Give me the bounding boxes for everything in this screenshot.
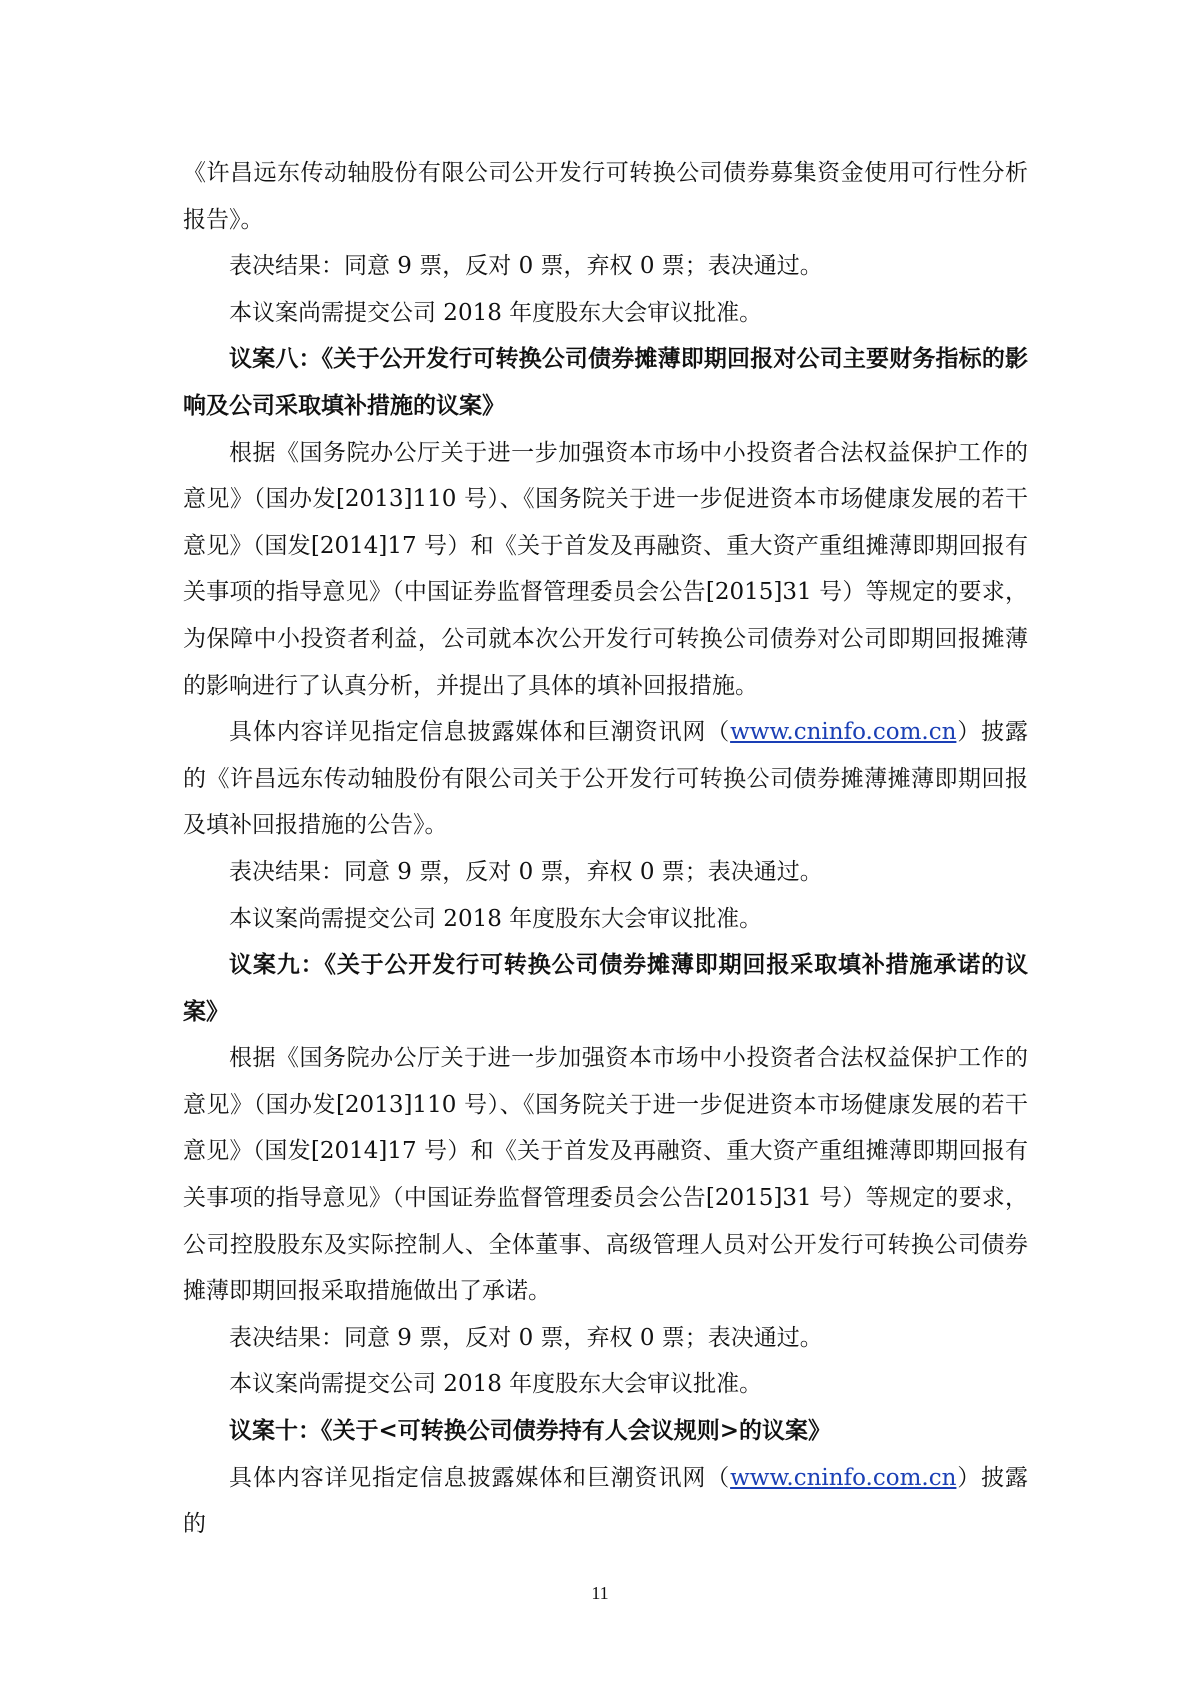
motion-8-heading: 议案八：《关于公开发行可转换公司债券摊薄即期回报对公司主要财务指标的影响及公司采取填补措施的议案》 — [183, 345, 1028, 419]
approval-note: 本议案尚需提交公司 2018 年度股东大会审议批准。 — [229, 905, 763, 932]
motion-10-disclosure — [183, 1455, 1028, 1548]
motion-8-disclosure — [183, 709, 1028, 849]
vote-result: 表决结果：同意 9 票，反对 0 票，弃权 0 票；表决通过。 — [229, 1324, 823, 1351]
disclosure-text-before-link: 具体内容详见指定信息披露媒体和巨潮资讯网（ — [229, 1464, 731, 1491]
motion-9-body: 根据《国务院办公厅关于进一步加强资本市场中小投资者合法权益保护工作的意见》（国办发[2013]110 号）、《国务院关于进一步促进资本市场健康发展的若干意见》（国发[2014]17 号）和《关于首发及再融资、重大资产重组摊薄即期回报有关事项的指导意见》（中国证券监督管理委员会公告[2015]31 号）等规定的要求，公司控股股东及实际控制人、全体董事、高级管理人员对公开发行可转换公司债券摊薄即期回报采取措施做出了承诺。 — [183, 1045, 1028, 1305]
page-number: 11 — [591, 1583, 609, 1603]
cninfo-link[interactable]: www.cninfo.com.cn — [730, 719, 957, 746]
disclosure-text-after-link: ）披露的《许昌远东传动轴股份有限公司关于公开发行可转换公司债券摊薄摊薄即期回报及填补回报措施的公告》。 — [183, 719, 1029, 839]
document-body — [183, 150, 1028, 1548]
vote-result: 表决结果：同意 9 票，反对 0 票，弃权 0 票；表决通过。 — [229, 858, 823, 885]
report-title-continuation: 《许昌远东传动轴股份有限公司公开发行可转换公司债券募集资金使用可行性分析报告》。 — [183, 160, 1028, 233]
approval-note: 本议案尚需提交公司 2018 年度股东大会审议批准。 — [229, 1371, 763, 1398]
disclosure-text-after-link: ）披露的 — [183, 1464, 1029, 1538]
motion-10-heading: 议案十：《关于<可转换公司债券持有人会议规则>的议案》 — [229, 1417, 832, 1445]
motion-8-body: 根据《国务院办公厅关于进一步加强资本市场中小投资者合法权益保护工作的意见》（国办发[2013]110 号）、《国务院关于进一步促进资本市场健康发展的若干意见》（国发[2014]17 号）和《关于首发及再融资、重大资产重组摊薄即期回报有关事项的指导意见》（中国证券监督管理委员会公告[2015]31 号）等规定的要求，为保障中小投资者利益，公司就本次公开发行可转换公司债券对公司即期回报摊薄的影响进行了认真分析，并提出了具体的填补回报措施。 — [183, 439, 1028, 699]
cninfo-link[interactable]: www.cninfo.com.cn — [730, 1464, 957, 1491]
vote-result: 表决结果：同意 9 票，反对 0 票，弃权 0 票；表决通过。 — [229, 253, 823, 280]
motion-9-heading: 议案九：《关于公开发行可转换公司债券摊薄即期回报采取填补措施承诺的议案》 — [183, 951, 1028, 1025]
disclosure-text-before-link: 具体内容详见指定信息披露媒体和巨潮资讯网（ — [229, 719, 731, 746]
approval-note: 本议案尚需提交公司 2018 年度股东大会审议批准。 — [229, 299, 763, 326]
